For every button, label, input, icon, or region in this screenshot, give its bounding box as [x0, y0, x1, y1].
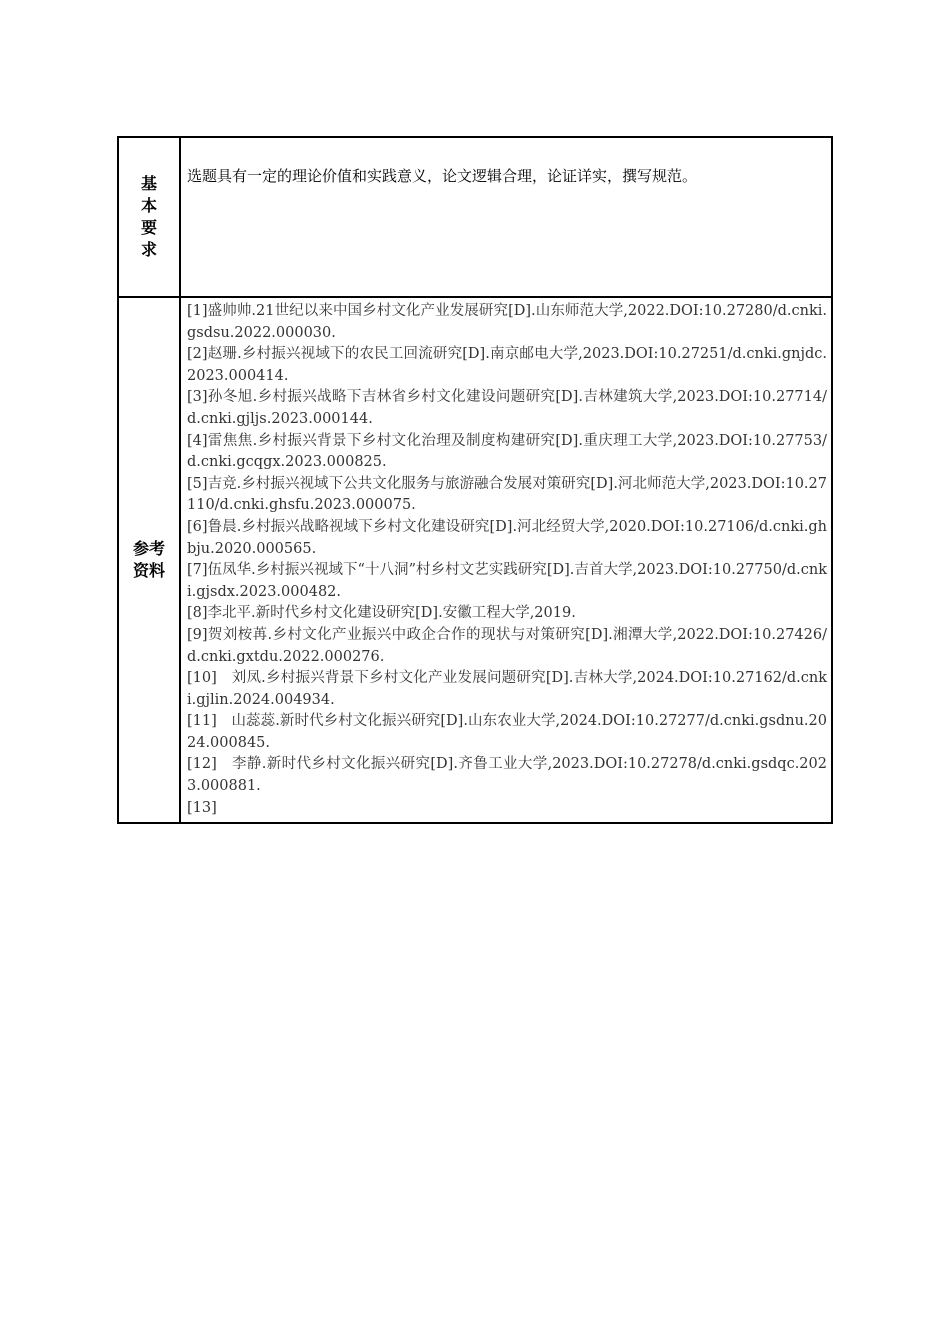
references-label-cell	[118, 297, 180, 823]
reference-item: [10] 刘凤.乡村振兴背景下乡村文化产业发展问题研究[D].吉林大学,2024.DOI:10.27162/d.cnki.gjlin.2024.004934.	[187, 670, 827, 708]
requirements-table	[117, 136, 833, 824]
reference-item: [2]赵珊.乡村振兴视域下的农民工回流研究[D].南京邮电大学,2023.DOI:10.27251/d.cnki.gnjdc.2023.000414.	[187, 346, 827, 384]
basic-requirements-label-cell	[118, 137, 180, 297]
basic-requirements-text: 选题具有一定的理论价值和实践意义，论文逻辑合理，论证详实，撰写规范。	[187, 167, 698, 185]
reference-item: [12] 李静.新时代乡村文化振兴研究[D].齐鲁工业大学,2023.DOI:10.27278/d.cnki.gsdqc.2023.000881.	[187, 756, 827, 795]
basic-requirements-label: 基本要求	[140, 174, 157, 259]
references-label: 参考资料	[132, 539, 165, 581]
references-content-cell	[180, 297, 832, 823]
reference-item: [3]孙冬旭.乡村振兴战略下吉林省乡村文化建设问题研究[D].吉林建筑大学,2023.DOI:10.27714/d.cnki.gjljs.2023.000144.	[187, 389, 827, 427]
reference-item: [4]雷焦焦.乡村振兴背景下乡村文化治理及制度构建研究[D].重庆理工大学,2023.DOI:10.27753/d.cnki.gcqgx.2023.000825.	[187, 432, 827, 471]
reference-item: [8]李北平.新时代乡村文化建设研究[D].安徽工程大学,2019.	[187, 605, 576, 622]
reference-item: [5]吉竞.乡村振兴视域下公共文化服务与旅游融合发展对策研究[D].河北师范大学,2023.DOI:10.27110/d.cnki.ghsfu.2023.000075.	[187, 475, 827, 514]
references-row	[118, 297, 832, 823]
reference-item: [13]	[187, 799, 217, 816]
basic-requirements-row	[118, 137, 832, 297]
reference-item: [7]伍凤华.乡村振兴视域下“十八洞”村乡村文艺实践研究[D].吉首大学,2023.DOI:10.27750/d.cnki.gjsdx.2023.000482.	[187, 562, 827, 600]
reference-item: [1]盛帅帅.21世纪以来中国乡村文化产业发展研究[D].山东师范大学,2022.DOI:10.27280/d.cnki.gsdsu.2022.000030.	[187, 303, 827, 341]
basic-requirements-content-cell	[180, 137, 832, 297]
reference-item: [6]鲁晨.乡村振兴战略视域下乡村文化建设研究[D].河北经贸大学,2020.DOI:10.27106/d.cnki.ghbju.2020.000565.	[187, 518, 827, 557]
reference-item: [9]贺刘桉苒.乡村文化产业振兴中政企合作的现状与对策研究[D].湘潭大学,2022.DOI:10.27426/d.cnki.gxtdu.2022.000276.	[187, 626, 827, 665]
reference-item: [11] 山蕊蕊.新时代乡村文化振兴研究[D].山东农业大学,2024.DOI:10.27277/d.cnki.gsdnu.2024.000845.	[187, 713, 827, 751]
